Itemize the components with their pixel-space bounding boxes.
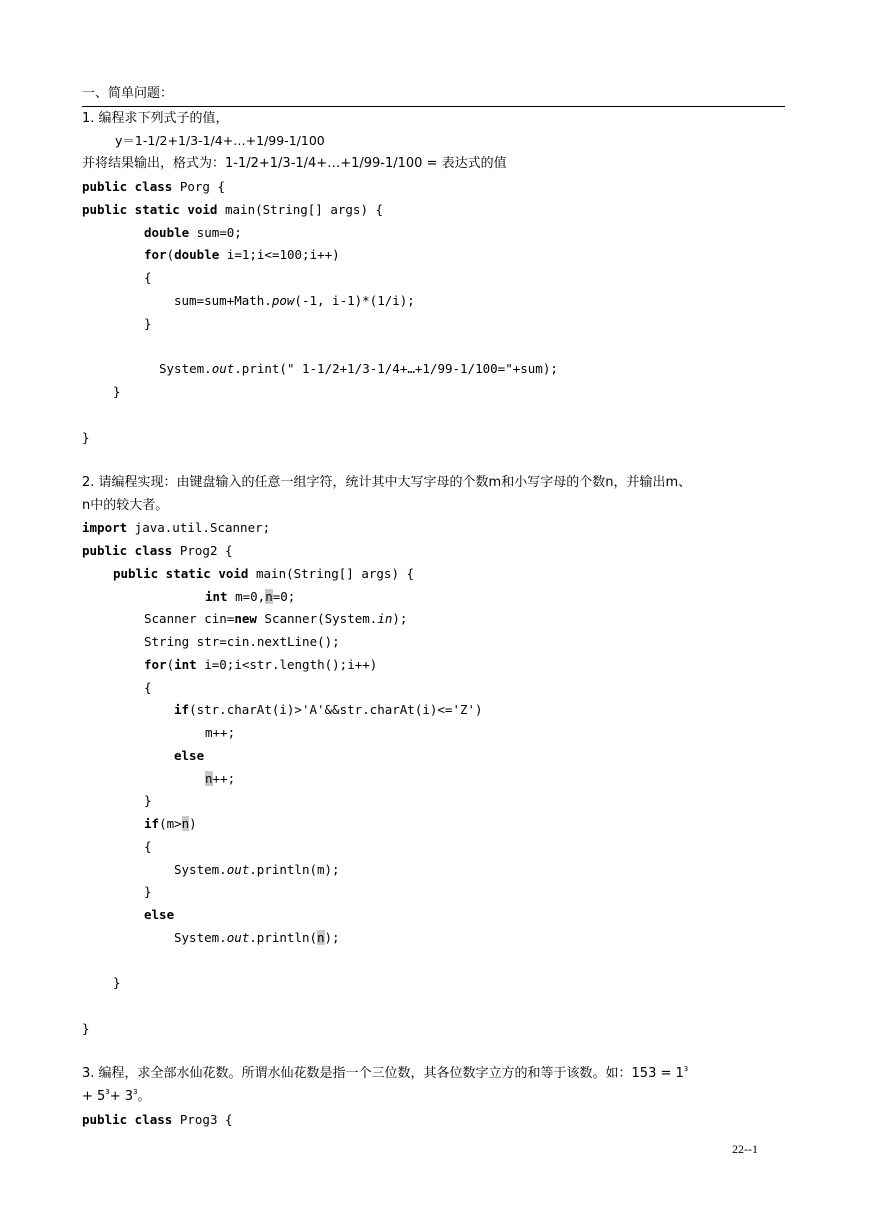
- q1-code-line-5: {: [144, 270, 152, 285]
- q2-code-line-13: }: [144, 793, 152, 808]
- q1-code-line-3: double sum=0;: [144, 225, 242, 240]
- q2-code-line-9: if(str.charAt(i)>'A'&&str.charAt(i)<='Z'): [174, 702, 483, 717]
- q2-code-line-21: }: [82, 1021, 90, 1036]
- q2-code-line-18: else: [144, 907, 175, 922]
- q2-code-line-17: }: [144, 884, 152, 899]
- q2-code-line-12: n++;: [205, 771, 236, 786]
- q2-prompt-line-1: 2. 请编程实现：由键盘输入的任意一组字符，统计其中大写字母的个数m和小写字母的个数n，并输出m、: [82, 475, 692, 490]
- q2-code-line-20: }: [113, 975, 121, 990]
- q1-code-line-1: public class Porg {: [82, 179, 225, 194]
- q1-output-requirement: 并将结果输出，格式为：1-1/2+1/3-1/4+…+1/99-1/100 = 表达式的值: [82, 156, 507, 171]
- q2-code-line-4: int m=0,n=0;: [205, 589, 296, 604]
- q2-code-line-2: public class Prog2 {: [82, 543, 233, 558]
- q3-code-line-1: public class Prog3 {: [82, 1112, 233, 1127]
- q2-code-line-14: if(m>n): [144, 816, 197, 831]
- q2-code-line-6: String str=cin.nextLine();: [144, 634, 340, 649]
- q2-code-line-11: else: [174, 748, 205, 763]
- q1-code-line-4: for(double i=1;i<=100;i++): [144, 247, 340, 262]
- q3-prompt-line-2: + $5^3+ 3^3$。: [82, 1088, 151, 1104]
- q1-code-line-2: public static void main(String[] args) {: [82, 202, 384, 217]
- section-title: 一、简单问题：: [82, 86, 174, 101]
- q1-formula: y＝1-1/2+1/3-1/4+…+1/99-1/100: [115, 133, 325, 148]
- q2-code-line-15: {: [144, 839, 152, 854]
- q1-code-line-10: }: [82, 430, 90, 445]
- q2-code-line-16: System.out.println(m);: [174, 862, 340, 877]
- q2-code-line-1: import java.util.Scanner;: [82, 520, 271, 535]
- q2-code-line-5: Scanner cin=new Scanner(System.in);: [144, 611, 408, 626]
- q2-prompt-line-2: n中的较大者。: [82, 498, 169, 513]
- q1-code-line-6: sum=sum+Math.pow(-1, i-1)*(1/i);: [174, 293, 415, 308]
- q1-code-line-9: }: [113, 384, 121, 399]
- q3-prompt-line-1: 3. 编程，求全部水仙花数。所谓水仙花数是指一个三位数，其各位数字立方的和等于该数。如：$153 = 1^3$: [82, 1065, 689, 1081]
- q1-code-line-7: }: [144, 316, 152, 331]
- q2-code-line-7: for(int i=0;i<str.length();i++): [144, 657, 378, 672]
- header-rule: [82, 106, 785, 107]
- page-number: 22--1: [732, 1142, 758, 1156]
- q2-code-line-19: System.out.println(n);: [174, 930, 340, 945]
- q1-code-line-8: System.out.print(" 1-1/2+1/3-1/4+…+1/99-1/100="+sum);: [159, 361, 558, 376]
- q1-prompt: 1. 编程求下列式子的值，: [82, 111, 229, 126]
- q2-code-line-10: m++;: [205, 725, 236, 740]
- q2-code-line-8: {: [144, 680, 152, 695]
- q2-code-line-3: public static void main(String[] args) {: [113, 566, 415, 581]
